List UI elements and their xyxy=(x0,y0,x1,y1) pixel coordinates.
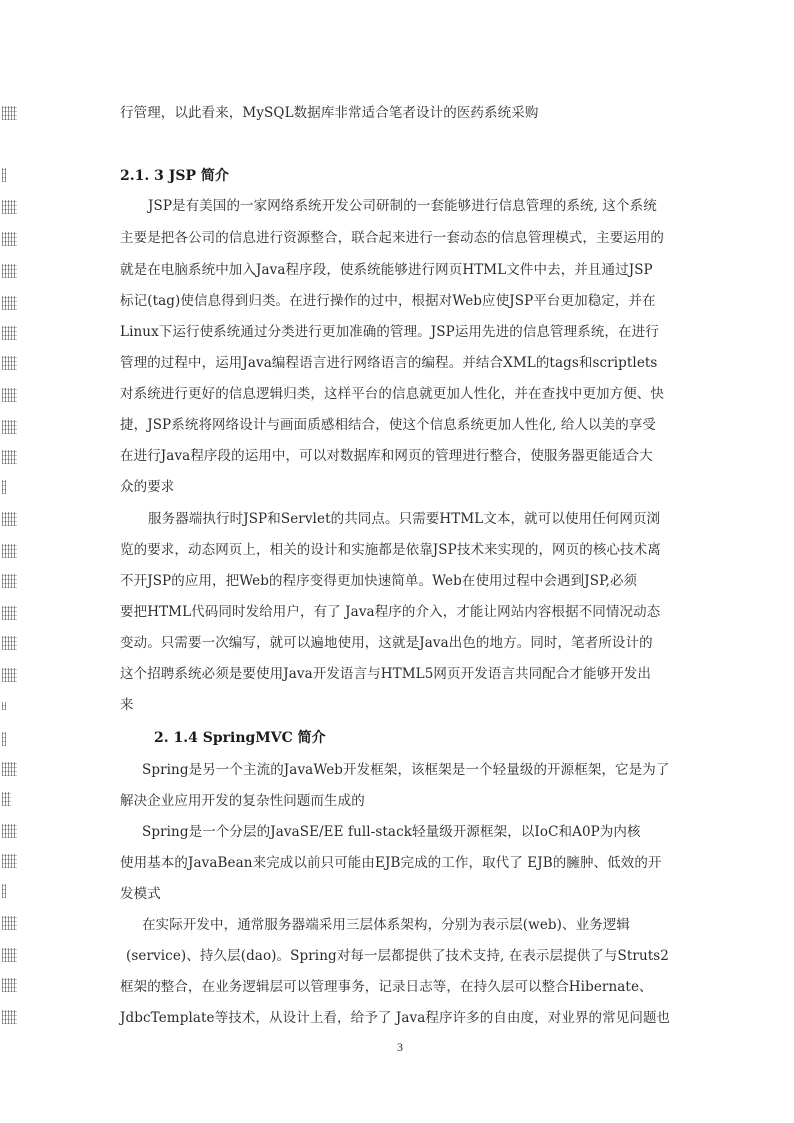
margin-scan-marks xyxy=(2,0,20,1123)
body-text-line: 使用基本的JavaBean来完成以前只可能由EJB完成的工作，取代了 EJB的臃肿、低效的开 xyxy=(120,855,662,871)
body-text-line: JSP是有美国的一家网络系统开发公司研制的一套能够进行信息管理的系统, 这个系统 xyxy=(148,198,657,214)
margin-mark xyxy=(2,978,17,992)
body-text-line: 不开JSP的应用，把Web的程序变得更加快速简单。Web在使用过程中会遇到JSP,必须 xyxy=(120,573,638,589)
margin-mark xyxy=(2,732,6,746)
margin-mark xyxy=(2,948,17,962)
page-number: 3 xyxy=(397,1040,403,1054)
margin-mark xyxy=(2,884,6,898)
body-text-line: 在实际开发中，通常服务器端采用三层体系架构，分别为表示层(web)、业务逻辑 xyxy=(142,917,631,933)
section-heading-jsp: 2.1. 3 JSP 简介 xyxy=(120,168,229,184)
margin-mark xyxy=(2,296,17,310)
body-text-line: 行管理，以此看来，MySQL数据库非常适合笔者设计的医药系统采购 xyxy=(120,105,539,121)
margin-mark xyxy=(2,450,17,464)
margin-mark xyxy=(2,1010,17,1024)
margin-mark xyxy=(2,824,17,838)
body-text-line: 来 xyxy=(120,697,134,713)
margin-mark xyxy=(2,854,17,868)
margin-mark xyxy=(2,264,17,278)
margin-mark xyxy=(2,916,17,930)
margin-mark xyxy=(2,168,6,182)
margin-mark xyxy=(2,480,6,494)
body-text-line: Linux下运行使系统通过分类进行更加准确的管理。JSP运用先进的信息管理系统，在进行 xyxy=(120,324,659,340)
margin-mark xyxy=(2,606,17,620)
margin-mark xyxy=(2,356,17,370)
body-text-line: 在进行Java程序段的运用中，可以对数据库和网页的管理进行整合，使服务器更能适合大 xyxy=(120,448,653,464)
margin-mark xyxy=(2,762,17,776)
body-text-line: 框架的整合，在业务逻辑层可以管理事务，记录日志等，在持久层可以整合Hibernate、 xyxy=(120,979,653,995)
margin-mark xyxy=(2,388,17,402)
margin-mark xyxy=(2,668,17,682)
body-text-line: 这个招聘系统必须是要使用Java开发语言与HTML5网页开发语言共同配合才能够开发出 xyxy=(120,666,651,682)
margin-mark xyxy=(2,512,17,526)
body-text-line: 发模式 xyxy=(120,886,161,902)
body-text-line: JdbcTemplate等技术，从设计上看，给予了 Java程序许多的自由度，对业界的常见问题也 xyxy=(120,1010,671,1026)
body-text-line: (service)、持久层(dao)。Spring对每一层都提供了技术支持, 在表示层提供了与Struts2 xyxy=(126,948,669,964)
margin-mark xyxy=(2,636,17,650)
margin-mark xyxy=(2,420,17,434)
body-text-line: Spring是一个分层的JavaSE/EE full-stack轻量级开源框架，以IoC和A0P为内核 xyxy=(142,824,641,840)
body-text-line: 对系统进行更好的信息逻辑归类，这样平台的信息就更加人性化，并在查找中更加方便、快 xyxy=(120,386,664,402)
body-text-line: 就是在电脑系统中加入Java程序段，使系统能够进行网页HTML文件中去，并且通过JSP xyxy=(120,262,653,278)
margin-mark xyxy=(2,232,17,246)
body-text-line: 变动。只需要一次编写，就可以遍地使用，这就是Java出色的地方。同时，笔者所设计的 xyxy=(120,635,653,651)
body-text-line: 捷，JSP系统将网络设计与画面质感相结合，使这个信息系统更加人性化, 给人以美的享受 xyxy=(120,417,657,433)
body-text-line: 要把HTML代码同时发给用户，有了 Java程序的介入，才能让网站内容根据不同情况动态 xyxy=(120,604,661,620)
body-text-line: 服务器端执行时JSP和Servlet的共同点。只需要HTML文本，就可以使用任何网页浏 xyxy=(148,511,661,527)
body-text-line: 标记(tag)使信息得到归类。在进行操作的过中，根据对Web应使JSP平台更加稳定，并在 xyxy=(120,293,656,309)
margin-mark xyxy=(2,792,11,806)
body-text-line: 览的要求，动态网页上，相关的设计和实施都是依靠JSP技术来实现的，网页的核心技术离 xyxy=(120,542,661,558)
margin-mark xyxy=(2,326,17,340)
section-heading-springmvc: 2. 1.4 SpringMVC 简介 xyxy=(154,730,326,746)
body-text-line: 主要是把各公司的信息进行资源整合，联合起来进行一套动态的信息管理模式，主要运用的 xyxy=(120,230,664,246)
margin-mark xyxy=(2,200,17,214)
margin-mark xyxy=(2,106,17,120)
body-text-line: 管理的过程中，运用Java编程语言进行网络语言的编程。并结合XML的tags和scriptlets xyxy=(120,355,658,371)
body-text-line: 解决企业应用开发的复杂性问题而生成的 xyxy=(120,793,365,809)
body-text-line: Spring是另一个主流的JavaWeb开发框架，该框架是一个轻量级的开源框架，它是为了 xyxy=(142,762,670,778)
margin-mark xyxy=(2,574,17,588)
body-text-line: 众的要求 xyxy=(120,479,175,495)
margin-mark xyxy=(2,702,6,710)
margin-mark xyxy=(2,544,17,558)
